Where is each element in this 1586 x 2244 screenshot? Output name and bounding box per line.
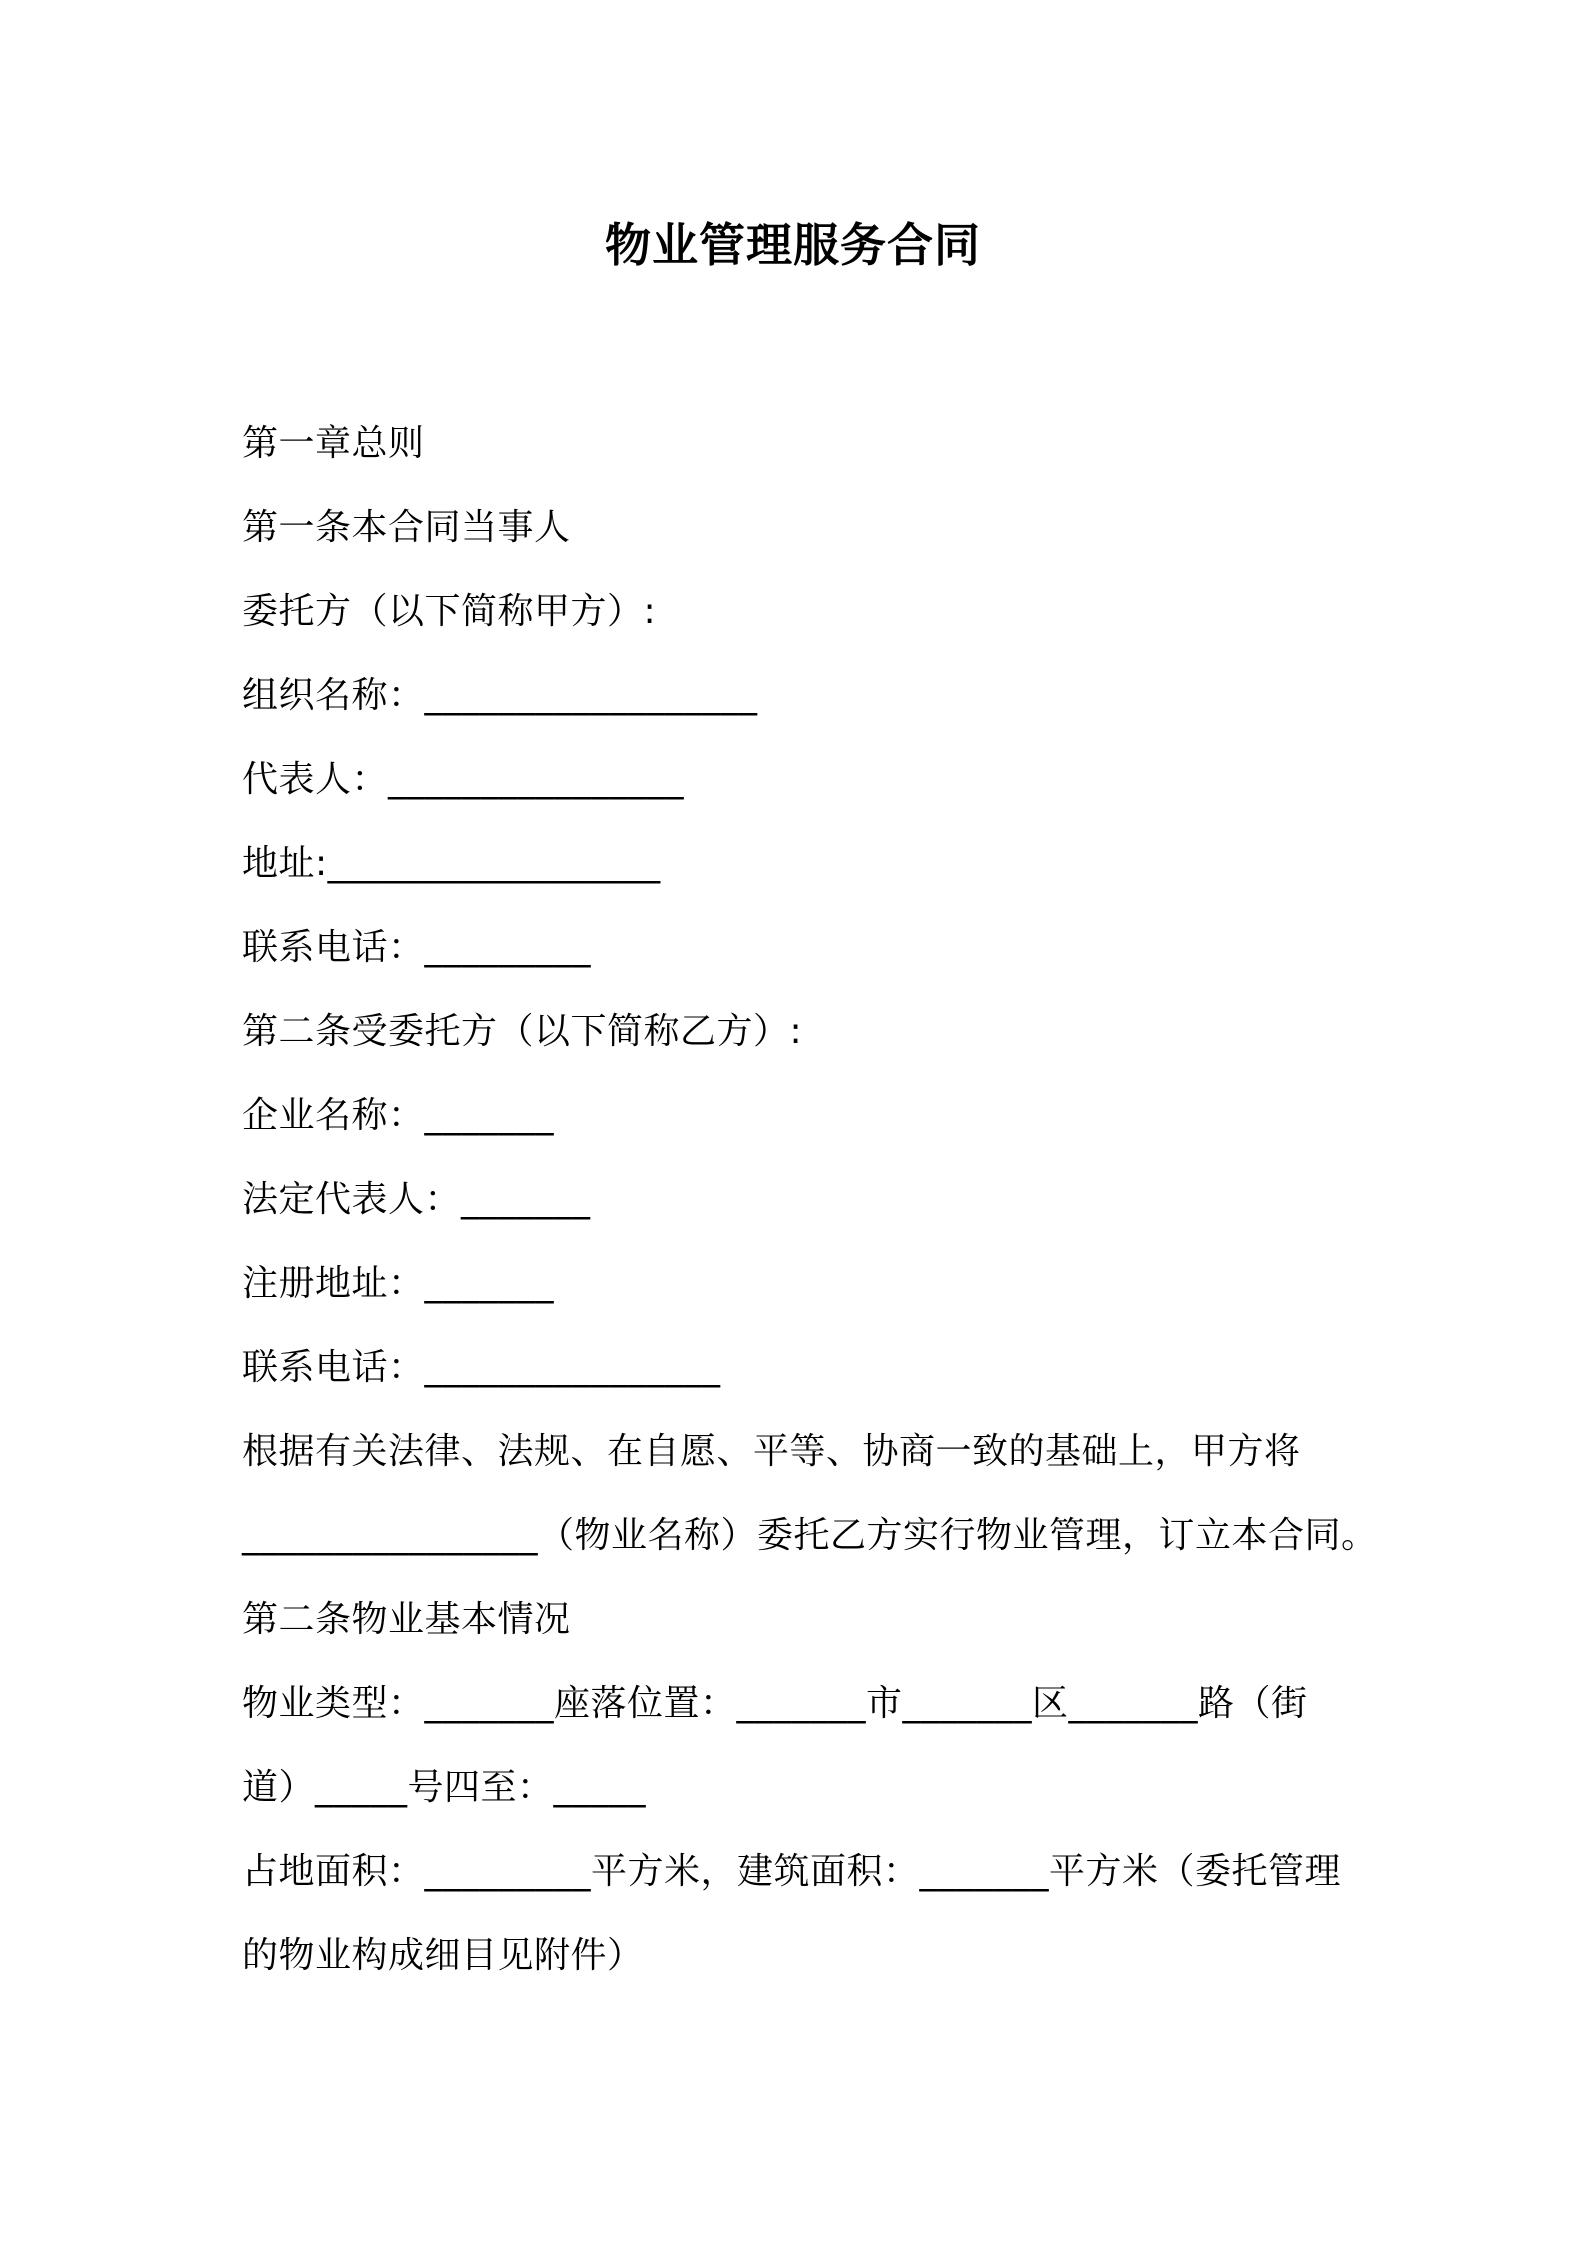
party-a-organization-line: 组织名称：__________________ — [242, 675, 758, 716]
property-type-location-line-1: 物业类型：_______座落位置：_______市_______区_______路（街 — [242, 1683, 1308, 1724]
document-body — [242, 402, 1378, 1998]
agreement-paragraph-line-1: 根据有关法律、法规、在自愿、平等、协商一致的基础上，甲方将 — [242, 1431, 1301, 1472]
party-b-legal-representative-line: 法定代表人：_______ — [242, 1179, 591, 1220]
property-type-location-line-2: 道）_____号四至：_____ — [242, 1767, 647, 1808]
party-b-registered-address-line: 注册地址：_______ — [242, 1263, 555, 1304]
article-heading-parties: 第一条本合同当事人 — [242, 507, 571, 548]
party-a-phone-line: 联系电话：_________ — [242, 927, 592, 968]
agreement-paragraph-line-2: ________________（物业名称）委托乙方实行物业管理，订立本合同。 — [242, 1515, 1378, 1556]
party-b-heading: 第二条受委托方（以下简称乙方）: — [242, 1011, 803, 1052]
document-title: 物业管理服务合同 — [605, 218, 981, 272]
property-area-line-2: 的物业构成细目见附件） — [242, 1935, 644, 1976]
article-heading-property-basics: 第二条物业基本情况 — [242, 1599, 571, 1640]
party-b-phone-line: 联系电话：________________ — [242, 1347, 721, 1388]
party-a-representative-line: 代表人：________________ — [242, 759, 685, 800]
party-a-heading: 委托方（以下简称甲方）: — [242, 591, 657, 632]
party-a-address-line: 地址:__________________ — [242, 843, 661, 884]
chapter-heading: 第一章总则 — [242, 423, 425, 464]
property-area-line-1: 占地面积：_________平方米，建筑面积：_______平方米（委托管理 — [242, 1851, 1342, 1892]
party-b-company-line: 企业名称：_______ — [242, 1095, 555, 1136]
